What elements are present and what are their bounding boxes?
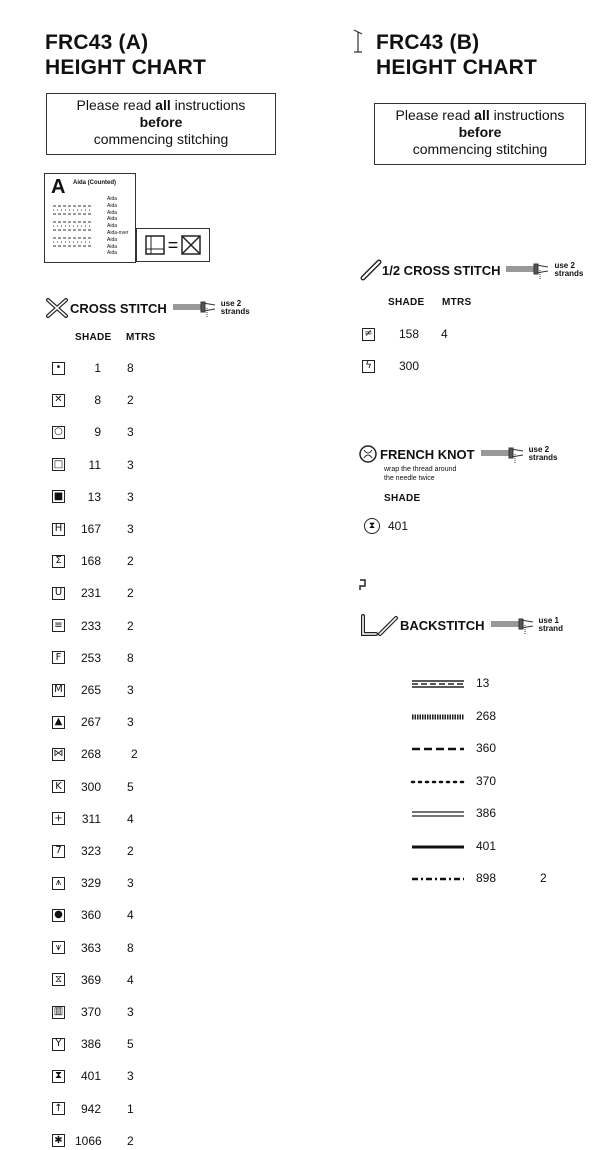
cross-stitch-row	[52, 779, 134, 795]
french-shade: 401	[388, 519, 409, 533]
cross-stitch-row	[52, 1068, 134, 1084]
cross-stitch-box-icon	[180, 234, 202, 256]
left-title	[45, 30, 206, 80]
cross-shade: 329	[80, 876, 101, 891]
cross-mtrs: 4	[127, 811, 134, 826]
cross-shade: 386	[80, 1037, 101, 1052]
cross-stitch-row	[52, 972, 134, 988]
cross-mtrs: 3	[127, 425, 134, 440]
left-title-line2: HEIGHT CHART	[45, 56, 207, 79]
cross-symbol-icon: M	[52, 684, 65, 697]
backstitch-line-dash-box	[410, 679, 466, 689]
cross-shade: 942	[80, 1101, 101, 1116]
cross-symbol-icon: ▥	[53, 1006, 64, 1017]
backstitch-mtrs: 2	[540, 871, 547, 885]
cross-symbol-icon: ⩛	[52, 941, 65, 954]
cross-symbol-icon: ↑	[52, 1102, 65, 1115]
cross-shade: 268	[80, 747, 101, 762]
cross-mtrs: 3	[127, 457, 134, 472]
backstitch-shade: 370	[476, 773, 497, 788]
cross-mtrs: 2	[127, 586, 134, 601]
cross-mtrs: 3	[127, 1005, 134, 1019]
left-title-line1: FRC43 (A)	[45, 31, 149, 54]
bracket-mark-icon	[358, 578, 368, 592]
cross-stitch-row	[52, 1036, 134, 1052]
cross-shade: 265	[80, 683, 101, 697]
half-shade: 158	[399, 327, 420, 341]
cross-shade: 8	[94, 393, 101, 408]
square-grid-icon	[144, 234, 166, 256]
cross-stitch-row	[52, 682, 134, 698]
cross-symbol-icon: ⩚	[52, 877, 65, 890]
right-title	[376, 30, 537, 80]
aida-letter: A	[51, 176, 66, 198]
cross-stitch-row	[52, 811, 134, 827]
cross-mtrs: 2	[127, 393, 134, 408]
half-mtrs: 4	[441, 327, 448, 341]
cross-stitch-row	[52, 1133, 134, 1149]
cross-symbol-icon: Y	[52, 1038, 65, 1051]
cross-symbol-icon: U	[52, 587, 65, 600]
aida-diagram	[44, 173, 136, 263]
cross-stitch-row	[52, 585, 134, 601]
cross-shade: 369	[80, 972, 101, 987]
cross-mtrs: 2	[127, 554, 134, 569]
pencil-mark-icon	[352, 28, 364, 54]
cross-shade: 311	[81, 811, 101, 826]
cross-stitch-row	[52, 1101, 134, 1117]
cross-shade: 168	[80, 554, 101, 569]
backstitch-shade: 268	[476, 708, 497, 723]
cross-shade: 233	[80, 618, 101, 633]
cross-stitch-row	[52, 424, 134, 440]
cross-symbol-icon: F	[52, 651, 65, 664]
cross-mtrs: 3	[127, 715, 134, 730]
backstitch-line-hatched	[410, 712, 466, 722]
right-notice-box: Please read all instructions before commencing stitching	[374, 103, 586, 165]
cross-symbol-icon: ■	[53, 490, 64, 502]
cross-shade: 1066	[75, 1133, 102, 1148]
cross-equivalence-box	[136, 228, 210, 262]
cross-mtrs: 1	[127, 1101, 134, 1116]
cross-shade: 370	[80, 1005, 101, 1019]
aida-label: Aida	[107, 223, 118, 230]
needle-strands-icon	[504, 261, 550, 279]
cross-symbol-icon: 7	[52, 845, 65, 858]
aida-label: Aida	[107, 243, 118, 250]
cross-mtrs: 4	[127, 972, 134, 987]
cross-symbol-icon: K	[52, 780, 65, 793]
backstitch-line-dashed	[410, 744, 466, 754]
cross-symbol-icon: ✱	[52, 1134, 65, 1147]
cross-mtrs: 3	[127, 522, 134, 536]
backstitch-shade: 898	[476, 871, 497, 885]
cross-shade: 11	[88, 457, 101, 472]
cross-shade: 253	[80, 650, 101, 665]
cross-mtrs: 8	[127, 361, 134, 375]
needle-strands-icon	[489, 616, 535, 634]
right-title-line2: HEIGHT CHART	[376, 56, 538, 79]
cross-stitch-row	[52, 392, 134, 408]
cross-stitch-title: CROSS STITCH	[70, 300, 167, 316]
backstitch-shade: 13	[476, 676, 490, 690]
french-knot-icon	[358, 444, 380, 464]
french-row	[364, 518, 408, 534]
backstitch-icon	[360, 612, 400, 638]
cross-shade: 360	[80, 908, 101, 923]
half-cross-row	[362, 326, 448, 342]
backstitch-heading: BACKSTITCH use 1 strand	[360, 612, 563, 638]
cross-symbol-icon: H	[52, 523, 65, 536]
half-col-shade: SHADE	[388, 297, 425, 308]
backstitch-shade: 401	[476, 838, 497, 853]
cross-mtrs: 3	[127, 489, 134, 504]
cross-symbol-icon: ⋈	[53, 748, 64, 760]
backstitch-line-solid	[410, 842, 466, 852]
half-cross-title: 1/2 CROSS STITCH	[382, 262, 501, 278]
french-knot-note: wrap the thread around the needle twice	[384, 466, 457, 482]
cross-mtrs: 2	[127, 618, 134, 633]
cross-stitch-row	[52, 1004, 134, 1020]
cross-stitch-row	[52, 746, 138, 762]
backstitch-shade: 386	[476, 806, 497, 820]
half-cross-heading: 1/2 CROSS STITCH use 2 strands	[360, 259, 583, 281]
cross-symbol-icon: ✕	[52, 394, 65, 407]
cross-shade: 363	[80, 940, 101, 955]
cross-mtrs: 2	[131, 747, 138, 762]
aida-title: Aida (Counted)	[73, 180, 116, 186]
cross-mtrs: 5	[127, 779, 134, 794]
half-cross-row	[362, 358, 441, 374]
cross-mtrs: 3	[127, 876, 134, 891]
cross-symbol-icon: •	[52, 362, 65, 375]
cross-col-mtrs: MTRS	[126, 332, 156, 343]
cross-stitch-row	[52, 875, 134, 891]
cross-shade: 13	[87, 489, 101, 504]
aida-label: Aida	[107, 216, 118, 223]
cross-shade: 1	[94, 361, 101, 375]
cross-stitch-row	[52, 457, 134, 473]
cross-symbol-icon: Σ	[52, 555, 65, 568]
cross-shade: 300	[80, 779, 101, 794]
left-notice-box: Please read all instructions before commencing stitching	[46, 93, 276, 155]
aida-label: Aida	[107, 209, 118, 216]
cross-stitch-row	[52, 907, 134, 923]
cross-symbol-icon: ▲	[52, 716, 65, 729]
cross-stitch-row	[52, 553, 134, 569]
cross-shade: 231	[80, 586, 101, 601]
cross-mtrs: 8	[127, 650, 134, 665]
backstitch-line-dash-dot	[410, 874, 466, 884]
cross-symbol-icon: ⧗	[52, 1070, 65, 1083]
cross-stitch-row	[52, 521, 134, 537]
half-shade: 300	[399, 359, 420, 373]
backstitch-line-double	[410, 809, 466, 819]
cross-stitch-row	[52, 714, 134, 730]
equals-sign: =	[167, 234, 179, 255]
cross-stitch-row	[52, 618, 134, 634]
cross-symbol-icon: +	[52, 812, 65, 825]
cross-symbol-icon: ○	[52, 426, 65, 439]
cross-symbol-icon: □	[53, 458, 64, 470]
aida-label: Aida	[107, 202, 118, 209]
cross-shade: 323	[80, 844, 101, 858]
cross-stitch-row	[52, 360, 134, 376]
cross-shade: 167	[80, 522, 101, 536]
backstitch-title: BACKSTITCH	[400, 617, 485, 633]
aida-label: Aida	[107, 250, 118, 257]
right-title-line1: FRC43 (B)	[376, 31, 480, 54]
cross-mtrs: 3	[127, 683, 134, 697]
cross-mtrs: 3	[127, 1069, 134, 1084]
cross-stitch-row	[52, 940, 134, 956]
half-symbol-icon: ≠	[362, 328, 375, 341]
cross-stitch-row	[52, 489, 134, 505]
cross-mtrs: 2	[127, 844, 134, 858]
aida-labels	[107, 196, 128, 257]
cross-stitch-heading: CROSS STITCH use 2 strands	[44, 296, 250, 320]
notice-before: before	[139, 114, 183, 130]
cross-stitch-icon	[44, 296, 70, 320]
aida-label: Aida	[107, 236, 118, 243]
french-knot-heading: FRENCH KNOT use 2 strands	[358, 444, 558, 464]
needle-strands-icon	[171, 299, 217, 317]
cross-stitch-row	[52, 843, 134, 859]
cross-mtrs: 5	[127, 1037, 134, 1052]
french-col-shade: SHADE	[384, 493, 421, 504]
french-symbol-icon: ⧗	[364, 518, 380, 534]
cross-symbol-icon: ≡	[52, 619, 65, 632]
backstitch-shade: 360	[476, 741, 497, 755]
cross-mtrs: 4	[127, 908, 134, 923]
cross-shade: 401	[80, 1069, 101, 1084]
backstitch-line-dotted	[410, 777, 466, 787]
cross-symbol-icon: ●	[52, 909, 65, 922]
cross-shade: 9	[94, 425, 101, 440]
cross-symbol-icon: ⧖	[52, 973, 65, 986]
cross-mtrs: 2	[127, 1133, 134, 1148]
cross-col-shade: SHADE	[75, 332, 112, 343]
needle-strands-icon	[479, 445, 525, 463]
cross-stitch-row	[52, 650, 134, 666]
french-knot-title: FRENCH KNOT	[380, 446, 475, 462]
half-col-mtrs: MTRS	[442, 297, 472, 308]
aida-label: Aida-over	[107, 229, 129, 236]
half-cross-icon	[360, 259, 382, 281]
cross-mtrs: 8	[127, 940, 134, 955]
cross-shade: 267	[80, 715, 101, 730]
half-symbol-icon: ϟ	[362, 360, 375, 373]
aida-label: Aida	[107, 196, 118, 202]
